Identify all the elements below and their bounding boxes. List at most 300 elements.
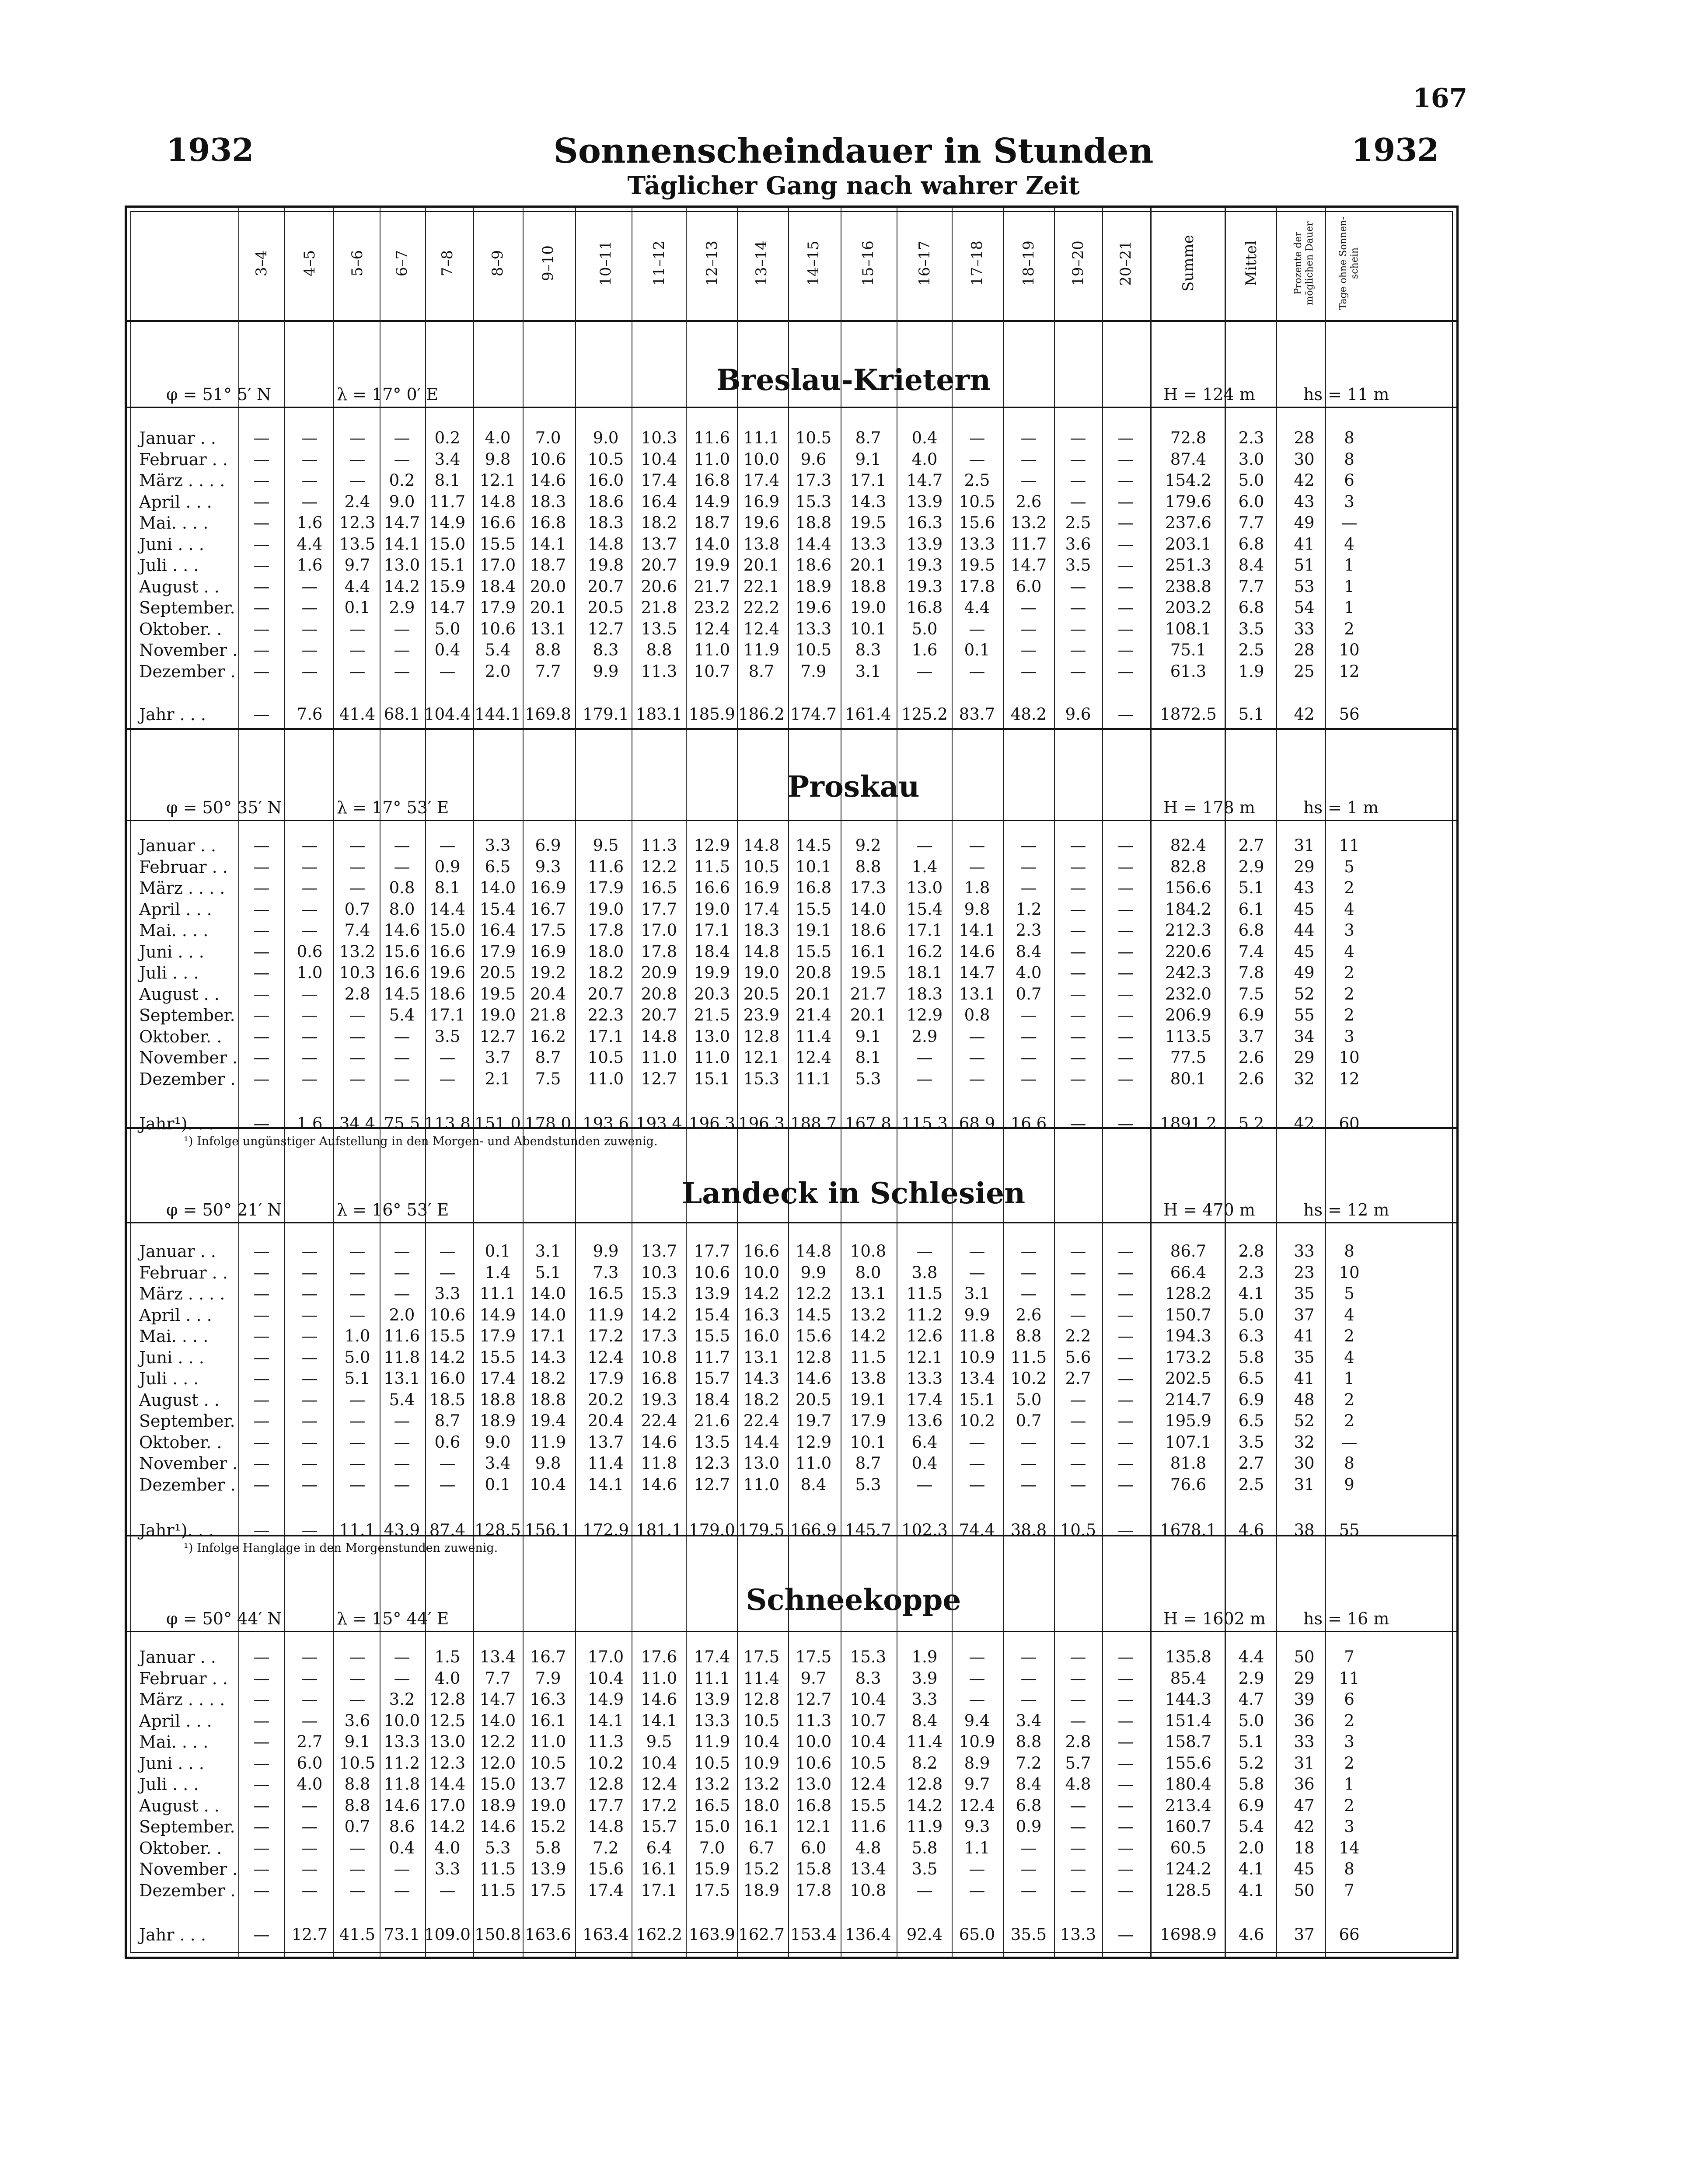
table-cell: 21.6: [694, 1411, 730, 1430]
table-cell: 17.6: [641, 1648, 677, 1666]
month-label: Mai. . . .: [139, 1327, 209, 1346]
column-divider: [788, 208, 789, 1958]
table-cell: —: [1117, 1432, 1134, 1452]
table-cell: 9.1: [344, 1732, 370, 1751]
table-cell: 0.6: [434, 1432, 461, 1452]
table-cell: 10.5: [959, 492, 995, 511]
table-cell: 10.6: [795, 1753, 832, 1773]
table-cell: 0.4: [434, 641, 461, 659]
year-total-cell: —: [301, 1521, 318, 1540]
table-cell: 13.7: [641, 1242, 677, 1261]
table-cell: 6.5: [485, 857, 511, 876]
table-cell: 16.3: [530, 1690, 566, 1709]
table-cell: 11.7: [694, 1348, 730, 1367]
table-cell: 18.2: [743, 1390, 780, 1409]
table-cell: —: [1070, 857, 1086, 876]
table-cell: 14.5: [795, 1305, 832, 1324]
table-cell: —: [1117, 1263, 1134, 1282]
table-cell: 18.3: [587, 513, 624, 532]
table-cell: —: [969, 1048, 985, 1067]
table-cell: 160.7: [1165, 1817, 1211, 1836]
table-cell: —: [1020, 1648, 1037, 1666]
table-cell: 14.9: [694, 492, 730, 511]
table-cell: 2.9: [1238, 1668, 1264, 1688]
table-cell: —: [1070, 449, 1086, 469]
year-total-cell: 174.7: [790, 705, 837, 724]
year-total-cell: 144.1: [475, 705, 521, 724]
table-cell: 13.3: [694, 1711, 730, 1730]
table-cell: 12.4: [850, 1775, 887, 1794]
year-total-cell: 162.7: [738, 1925, 785, 1944]
table-cell: 20.3: [694, 984, 730, 1003]
table-cell: —: [394, 836, 410, 855]
table-cell: 10.5: [339, 1753, 376, 1773]
table-cell: —: [1117, 1242, 1134, 1261]
table-cell: —: [1117, 619, 1134, 638]
year-total-cell: 163.4: [583, 1925, 629, 1944]
table-cell: —: [1070, 1263, 1086, 1282]
table-cell: 0.4: [911, 428, 938, 447]
table-cell: 128.2: [1165, 1284, 1211, 1303]
table-cell: 11.5: [694, 857, 730, 876]
table-cell: —: [1020, 1027, 1037, 1046]
table-cell: 85.4: [1170, 1668, 1207, 1688]
table-cell: 7.0: [699, 1838, 725, 1857]
table-cell: —: [1070, 1838, 1086, 1857]
table-cell: 11.9: [694, 1732, 730, 1751]
column-header: 15–16: [859, 240, 877, 286]
table-cell: —: [394, 1069, 410, 1088]
table-cell: —: [1117, 963, 1134, 982]
table-cell: 18.3: [530, 492, 566, 511]
table-cell: 45: [1294, 942, 1315, 961]
table-cell: 2: [1344, 963, 1354, 982]
table-cell: 10.3: [641, 1263, 677, 1282]
year-total-cell: 188.7: [790, 1114, 837, 1133]
table-cell: 20.4: [587, 1411, 624, 1430]
table-cell: 17.0: [479, 556, 516, 575]
table-cell: 15.2: [743, 1860, 780, 1878]
table-cell: —: [253, 662, 270, 681]
table-cell: —: [349, 1305, 366, 1324]
table-cell: 48: [1294, 1390, 1315, 1409]
year-right: 1932: [1351, 131, 1439, 168]
table-cell: 4.8: [855, 1838, 881, 1857]
column-header: 17–18: [968, 240, 986, 286]
column-header: 13–14: [753, 240, 770, 286]
table-cell: 5.8: [535, 1838, 561, 1857]
table-cell: 214.7: [1165, 1390, 1211, 1409]
table-cell: 44: [1294, 921, 1315, 940]
table-cell: —: [253, 1860, 270, 1878]
column-divider: [523, 208, 524, 1958]
table-cell: 10.2: [1010, 1369, 1047, 1388]
table-cell: —: [349, 1454, 366, 1473]
table-cell: 13.0: [743, 1454, 780, 1473]
month-label: Januar . .: [139, 1242, 216, 1261]
table-cell: 10.5: [795, 641, 832, 659]
table-cell: 13.7: [641, 534, 677, 554]
year-total-cell: 12.7: [291, 1925, 328, 1944]
table-cell: 8.6: [389, 1817, 415, 1836]
table-cell: 13.9: [906, 534, 943, 554]
table-cell: 10.5: [795, 428, 832, 447]
table-cell: 14.1: [587, 1475, 624, 1494]
table-cell: 11.6: [694, 428, 730, 447]
column-header: 9–10: [539, 245, 557, 281]
table-cell: 15.9: [429, 577, 466, 596]
table-cell: 11.5: [906, 1284, 943, 1303]
year-total-cell: —: [253, 1925, 270, 1944]
table-cell: 11.0: [743, 1475, 780, 1494]
table-cell: 10.4: [641, 1753, 677, 1773]
table-cell: 9.0: [389, 492, 415, 511]
table-cell: 8.7: [855, 1454, 881, 1473]
table-cell: 8.8: [1016, 1732, 1042, 1751]
table-cell: —: [349, 1411, 366, 1430]
table-cell: 0.9: [1016, 1817, 1042, 1836]
table-cell: —: [916, 1069, 933, 1088]
table-cell: —: [301, 598, 318, 617]
table-cell: 33: [1294, 619, 1315, 638]
table-cell: 0.6: [297, 942, 323, 961]
table-cell: 4: [1344, 1305, 1354, 1324]
table-cell: 6.1: [1238, 899, 1264, 919]
year-total-cell: 186.2: [738, 705, 785, 724]
table-cell: 10.1: [795, 857, 832, 876]
table-cell: 0.1: [344, 598, 370, 617]
year-total-label: Jahr . . .: [139, 705, 206, 724]
table-cell: —: [1117, 556, 1134, 575]
table-cell: 4.0: [485, 428, 511, 447]
table-cell: 10.4: [743, 1732, 780, 1751]
page-number: 167: [1413, 83, 1468, 114]
table-cell: 8.4: [1016, 1775, 1042, 1794]
table-cell: 6.4: [911, 1432, 938, 1452]
table-cell: 15.6: [795, 1327, 832, 1345]
table-cell: 4.1: [1238, 1284, 1264, 1303]
table-cell: 124.2: [1165, 1860, 1211, 1878]
month-label: Dezember .: [139, 662, 236, 681]
table-cell: —: [1020, 1860, 1037, 1878]
table-cell: 1.4: [485, 1263, 511, 1282]
table-cell: 17.4: [479, 1369, 516, 1388]
table-cell: —: [1020, 1069, 1037, 1088]
year-total-cell: 163.6: [525, 1925, 571, 1944]
table-cell: 1: [1344, 577, 1354, 596]
table-cell: 5.4: [389, 1390, 415, 1409]
table-cell: 19.5: [479, 984, 516, 1003]
table-cell: 238.8: [1165, 577, 1211, 596]
table-cell: 20.7: [641, 1006, 677, 1024]
table-cell: 2.8: [1065, 1732, 1091, 1751]
month-label: September.: [139, 1006, 235, 1025]
month-label: Juli . . .: [139, 1775, 199, 1794]
table-cell: 237.6: [1165, 513, 1211, 532]
table-cell: 14: [1339, 1838, 1360, 1857]
table-cell: —: [253, 857, 270, 876]
table-cell: 17.3: [641, 1327, 677, 1345]
table-cell: 41: [1294, 1369, 1315, 1388]
table-cell: 17.7: [641, 899, 677, 919]
table-cell: 5.8: [1238, 1348, 1264, 1367]
section-title: Schneekoppe: [746, 1583, 961, 1617]
table-cell: 18.7: [530, 556, 566, 575]
table-cell: 22.2: [743, 598, 780, 617]
table-cell: 43: [1294, 878, 1315, 897]
table-cell: —: [969, 1668, 985, 1688]
month-label: Dezember .: [139, 1881, 236, 1900]
column-header: Summe: [1180, 235, 1197, 292]
table-cell: —: [394, 1242, 410, 1261]
table-cell: 51: [1294, 556, 1315, 575]
table-cell: 19.9: [694, 556, 730, 575]
table-cell: —: [439, 1454, 456, 1473]
table-cell: 16.3: [906, 513, 943, 532]
table-cell: 1.6: [297, 556, 323, 575]
table-cell: —: [301, 921, 318, 940]
year-total-cell: 48.2: [1010, 705, 1047, 724]
table-cell: —: [1020, 662, 1037, 681]
table-cell: 35: [1294, 1284, 1315, 1303]
table-cell: 2.9: [1238, 857, 1264, 876]
table-cell: —: [1117, 878, 1134, 897]
table-cell: 19.4: [530, 1411, 566, 1430]
table-cell: 15.3: [850, 1648, 887, 1666]
table-cell: 20.5: [743, 984, 780, 1003]
month-label: Februar . .: [139, 449, 228, 469]
table-cell: 28: [1294, 428, 1315, 447]
table-cell: 61.3: [1170, 662, 1207, 681]
table-cell: 4.0: [1016, 963, 1042, 982]
table-cell: 15.6: [959, 513, 995, 532]
table-cell: 13.2: [694, 1775, 730, 1794]
month-label: September.: [139, 1411, 235, 1431]
table-cell: 0.1: [964, 641, 990, 659]
table-cell: —: [1020, 641, 1037, 659]
table-cell: 14.1: [384, 534, 420, 554]
table-cell: 13.0: [694, 1027, 730, 1046]
table-cell: 9.9: [593, 662, 619, 681]
table-cell: 20.1: [743, 556, 780, 575]
column-header: 12–13: [703, 240, 721, 286]
table-cell: 37: [1294, 1305, 1315, 1324]
table-cell: 3: [1344, 1817, 1354, 1836]
table-cell: 8.8: [344, 1796, 370, 1815]
table-cell: —: [394, 1648, 410, 1666]
year-total-cell: 183.1: [636, 705, 682, 724]
table-cell: 18.9: [795, 577, 832, 596]
table-cell: 10.4: [850, 1732, 887, 1751]
table-cell: 16.5: [587, 1284, 624, 1303]
table-cell: —: [253, 556, 270, 575]
table-cell: —: [439, 1048, 456, 1067]
month-label: Dezember .: [139, 1069, 236, 1089]
table-cell: —: [969, 857, 985, 876]
table-cell: 9.1: [855, 449, 881, 469]
table-cell: 5.4: [485, 641, 511, 659]
table-cell: —: [916, 1048, 933, 1067]
table-cell: 13.4: [479, 1648, 516, 1666]
column-divider: [1276, 208, 1277, 1958]
table-cell: 2.0: [485, 662, 511, 681]
table-cell: 10.0: [795, 1732, 832, 1751]
table-cell: 14.1: [530, 534, 566, 554]
table-cell: 3: [1344, 492, 1354, 511]
table-cell: 184.2: [1165, 899, 1211, 919]
table-cell: 11: [1339, 836, 1360, 855]
table-cell: 7.9: [800, 662, 827, 681]
table-cell: 20.1: [850, 556, 887, 575]
table-cell: 158.7: [1165, 1732, 1211, 1751]
table-cell: 15.3: [795, 492, 832, 511]
month-label: August . .: [139, 984, 220, 1004]
table-cell: 7: [1344, 1648, 1354, 1666]
table-cell: 11: [1339, 1668, 1360, 1688]
table-cell: 19.5: [850, 513, 887, 532]
column-header: Tage ohne Sonnen-schein: [1338, 216, 1360, 310]
table-cell: 9.5: [646, 1732, 672, 1751]
table-cell: 52: [1294, 1411, 1315, 1430]
table-cell: 11.0: [795, 1454, 832, 1473]
table-cell: —: [394, 1411, 410, 1430]
table-cell: —: [301, 577, 318, 596]
table-cell: —: [301, 1796, 318, 1815]
table-cell: 203.1: [1165, 534, 1211, 554]
table-cell: 232.0: [1165, 984, 1211, 1003]
table-cell: 12.4: [641, 1775, 677, 1794]
table-cell: —: [1070, 1069, 1086, 1088]
table-cell: 14.6: [641, 1475, 677, 1494]
table-cell: —: [301, 1411, 318, 1430]
table-cell: 8.7: [535, 1048, 561, 1067]
table-cell: 5.8: [911, 1838, 938, 1857]
table-cell: 19.5: [959, 556, 995, 575]
table-cell: —: [1117, 899, 1134, 919]
table-cell: 11.6: [850, 1817, 887, 1836]
year-total-cell: 179.5: [738, 1521, 785, 1540]
year-total-cell: 161.4: [845, 705, 891, 724]
table-cell: 14.2: [641, 1305, 677, 1324]
table-cell: 15.9: [694, 1860, 730, 1878]
year-total-cell: 113.8: [424, 1114, 471, 1133]
table-cell: 6.3: [1238, 1327, 1264, 1345]
table-cell: 0.8: [389, 878, 415, 897]
table-cell: 13.3: [906, 1369, 943, 1388]
table-cell: 11.7: [1010, 534, 1047, 554]
table-cell: 16.8: [906, 598, 943, 617]
month-label: Juni . . .: [139, 942, 204, 961]
table-cell: 16.6: [429, 942, 466, 961]
table-cell: 18.4: [694, 1390, 730, 1409]
table-cell: 14.8: [587, 1817, 624, 1836]
table-cell: —: [1020, 471, 1037, 490]
page-subtitle: Täglicher Gang nach wahrer Zeit: [627, 171, 1080, 200]
table-cell: —: [253, 1838, 270, 1857]
table-cell: —: [253, 1411, 270, 1430]
table-cell: 17.4: [743, 899, 780, 919]
table-cell: 10.0: [743, 449, 780, 469]
table-cell: 251.3: [1165, 556, 1211, 575]
table-cell: —: [394, 1263, 410, 1282]
table-cell: 14.2: [906, 1796, 943, 1815]
table-cell: 10.3: [641, 428, 677, 447]
table-cell: 20.4: [530, 984, 566, 1003]
table-cell: 18.6: [587, 492, 624, 511]
table-cell: 0.1: [485, 1242, 511, 1261]
table-cell: 23.9: [743, 1006, 780, 1024]
table-cell: 4.7: [1238, 1690, 1264, 1709]
table-cell: 7.3: [593, 1263, 619, 1282]
table-cell: —: [301, 1027, 318, 1046]
table-cell: 3.7: [485, 1048, 511, 1067]
month-label: April . . .: [139, 899, 212, 919]
table-cell: 11.2: [906, 1305, 943, 1324]
table-cell: 8.8: [344, 1775, 370, 1794]
table-cell: 2: [1344, 1796, 1354, 1815]
table-cell: 14.6: [530, 471, 566, 490]
table-cell: 16.1: [743, 1817, 780, 1836]
table-cell: 14.7: [906, 471, 943, 490]
table-cell: 3.1: [535, 1242, 561, 1261]
section-title: Landeck in Schlesien: [681, 1176, 1026, 1210]
table-cell: 17.1: [641, 1881, 677, 1900]
table-cell: 8: [1344, 1242, 1354, 1261]
table-cell: 13.0: [384, 556, 420, 575]
table-cell: 66.4: [1170, 1263, 1207, 1282]
table-cell: 5.0: [911, 619, 938, 638]
table-cell: —: [1020, 449, 1037, 469]
table-cell: 11.8: [641, 1454, 677, 1473]
table-cell: —: [301, 1817, 318, 1836]
table-cell: —: [1117, 428, 1134, 447]
table-cell: —: [394, 641, 410, 659]
table-cell: 9.7: [964, 1775, 990, 1794]
table-cell: 17.9: [587, 1369, 624, 1388]
table-cell: —: [1117, 1690, 1134, 1709]
table-cell: —: [349, 641, 366, 659]
table-cell: —: [969, 1242, 985, 1261]
latitude-label: φ = 50° 21′ N: [166, 1200, 282, 1219]
table-cell: 14.0: [694, 534, 730, 554]
table-cell: 15.7: [641, 1817, 677, 1836]
table-cell: —: [349, 878, 366, 897]
table-cell: 17.9: [850, 1411, 887, 1430]
table-cell: 10: [1339, 1263, 1360, 1282]
table-cell: 5.3: [485, 1838, 511, 1857]
table-cell: 18.9: [479, 1796, 516, 1815]
latitude-label: φ = 51° 5′ N: [166, 385, 272, 404]
table-cell: 81.8: [1170, 1454, 1207, 1473]
year-total-cell: 167.8: [845, 1114, 891, 1133]
table-cell: 31: [1294, 1753, 1315, 1773]
table-cell: 11.6: [587, 857, 624, 876]
table-cell: —: [1117, 1817, 1134, 1836]
table-cell: 19.1: [795, 921, 832, 940]
table-cell: 2: [1344, 1390, 1354, 1409]
table-cell: 12.1: [479, 471, 516, 490]
table-cell: 22.1: [743, 577, 780, 596]
year-total-cell: 102.3: [901, 1521, 948, 1540]
table-cell: 18.3: [906, 984, 943, 1003]
table-cell: 14.4: [795, 534, 832, 554]
month-label: August . .: [139, 1390, 220, 1410]
month-label: Mai. . . .: [139, 1732, 209, 1752]
table-cell: 11.0: [694, 1048, 730, 1067]
table-cell: —: [1117, 1348, 1134, 1367]
table-cell: —: [394, 1027, 410, 1046]
table-cell: —: [1117, 1284, 1134, 1303]
